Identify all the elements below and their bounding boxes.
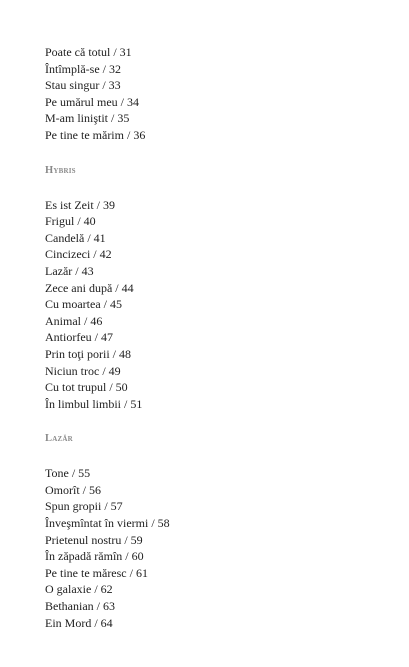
toc-entry: Ein Mord / 64 (45, 615, 113, 630)
toc-entry: Pe umărul meu / 34 (45, 94, 139, 109)
toc-entry: Omorît / 56 (45, 482, 101, 497)
toc-section-lazar (45, 432, 375, 631)
toc-section-hybris (45, 164, 375, 413)
toc-entry: Prietenul nostru / 59 (45, 532, 143, 547)
toc-entry: În limbul limbii / 51 (45, 396, 143, 411)
toc-entry: Stau singur / 33 (45, 78, 121, 93)
section-heading: Hybris (45, 164, 76, 176)
toc-entry: Animal / 46 (45, 313, 103, 328)
toc-section-untitled (45, 44, 375, 144)
toc-entry: Prin toţi porii / 48 (45, 346, 132, 361)
toc-entry: Tone / 55 (45, 466, 91, 481)
toc-entry: Poate că totul / 31 (45, 45, 132, 59)
toc-entry: Es ist Zeit / 39 (45, 197, 115, 212)
toc-entry: Niciun troc / 49 (45, 363, 121, 378)
section-heading: Lazăr (45, 433, 73, 445)
table-of-contents (45, 44, 375, 631)
toc-entry: M-am liniştit / 35 (45, 111, 130, 126)
toc-entry: Bethanian / 63 (45, 599, 115, 614)
toc-entry: Cu tot trupul / 50 (45, 380, 128, 395)
toc-entry: Cincizeci / 42 (45, 247, 112, 262)
toc-entry: Pe tine te măresc / 61 (45, 565, 148, 580)
toc-entry: Spun gropii / 57 (45, 499, 123, 514)
toc-entry: Lazăr / 43 (45, 263, 94, 278)
toc-entry: Cu moartea / 45 (45, 297, 122, 312)
toc-entry: Candelă / 41 (45, 230, 106, 245)
toc-entry: Întîmplă-se / 32 (45, 61, 121, 76)
toc-entry: Zece ani după / 44 (45, 280, 134, 295)
toc-entry: Înveşmîntat în viermi / 58 (45, 516, 170, 531)
toc-entry: În zăpadă rămîn / 60 (45, 549, 144, 564)
toc-entry: Pe tine te mărim / 36 (45, 127, 146, 142)
toc-entry: O galaxie / 62 (45, 582, 113, 597)
toc-entry: Antiorfeu / 47 (45, 330, 113, 345)
toc-entry: Frigul / 40 (45, 214, 96, 229)
